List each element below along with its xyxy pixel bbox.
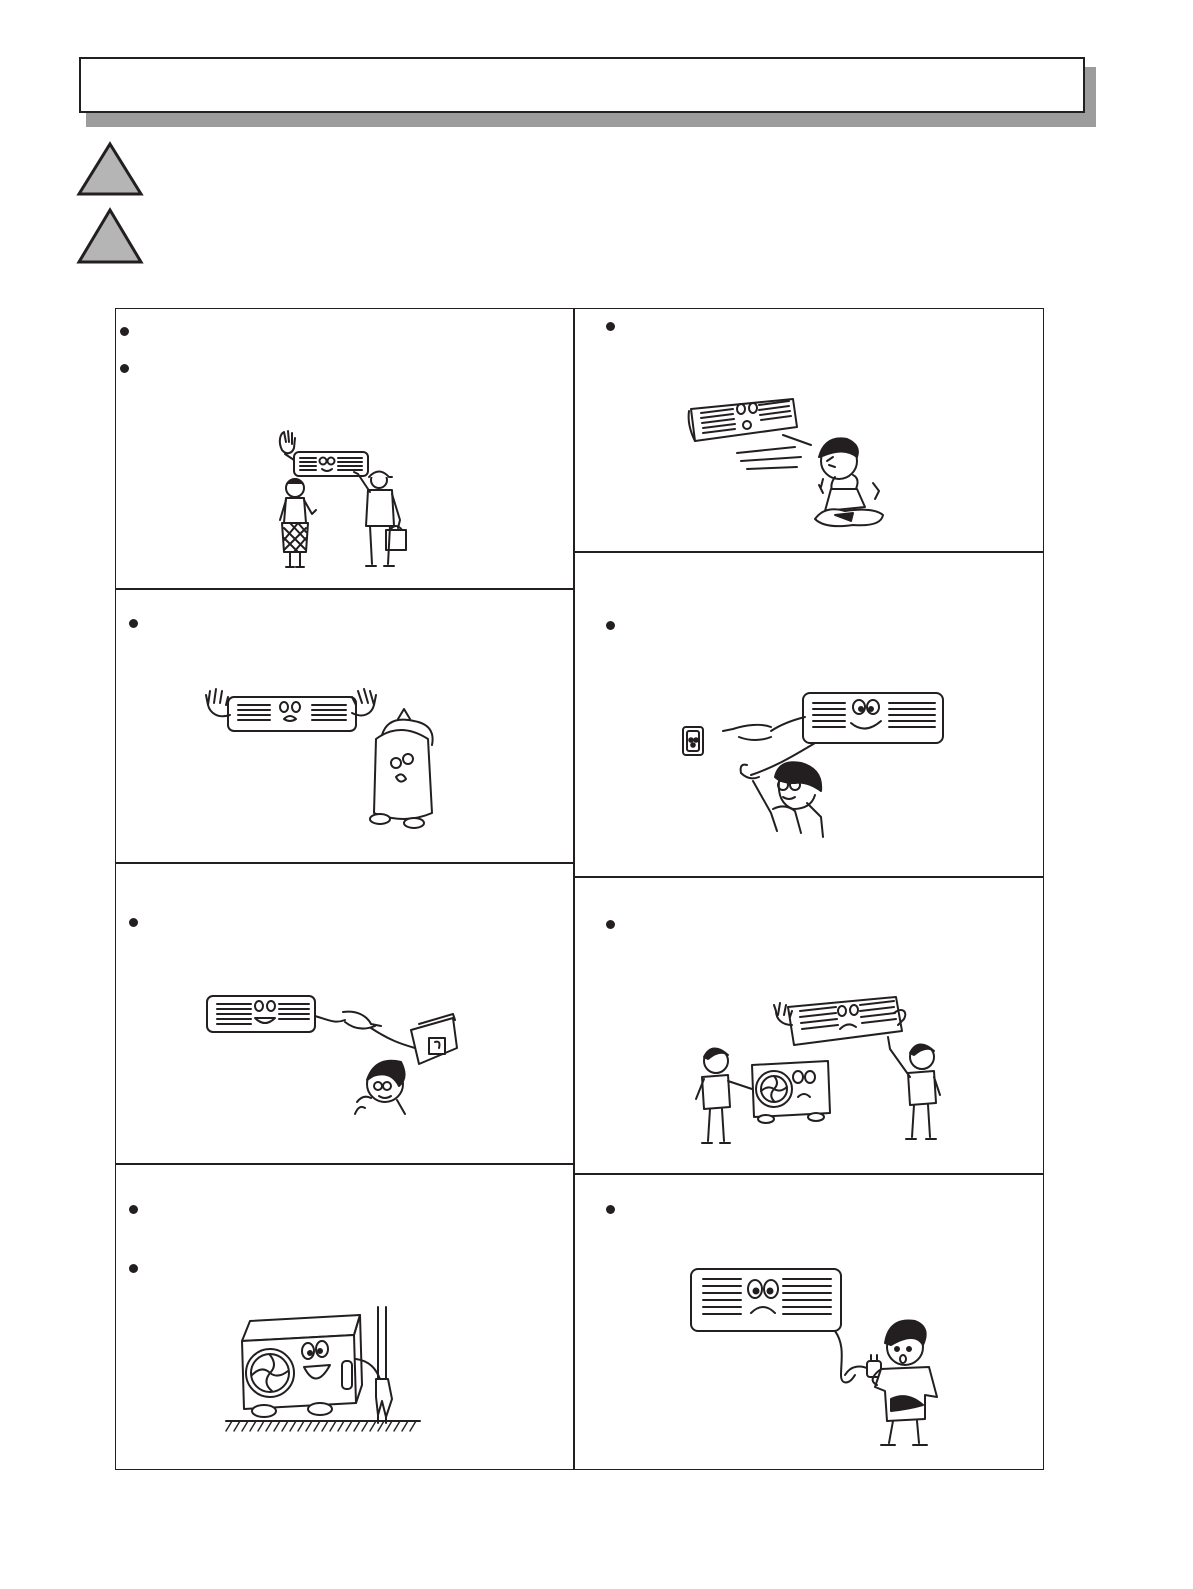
two-people-installing-indoor-unit-illustration [268, 428, 418, 573]
bullet-dot [129, 918, 138, 927]
boy-holding-power-plug-illustration [685, 1265, 945, 1450]
bullet-dot [129, 619, 138, 628]
warning-triangle-icon [76, 207, 144, 265]
indoor-and-outdoor-units-with-people-illustration [690, 995, 950, 1145]
bullet-dot [120, 364, 129, 373]
bullet-dot [606, 1205, 615, 1214]
indoor-unit-with-breaker-box-illustration [205, 990, 465, 1135]
bullet-dot [129, 1264, 138, 1273]
warning-row-2 [76, 207, 144, 265]
title-box [79, 57, 1085, 113]
grid-divider-left-2 [115, 862, 574, 864]
outdoor-unit-grounding-illustration [220, 1305, 430, 1440]
bullet-dot [606, 621, 615, 630]
grid-divider-left-3 [115, 1163, 574, 1165]
indoor-unit-and-gas-cylinder-illustration [200, 685, 460, 835]
grid-divider-right-2 [573, 876, 1044, 878]
bullet-dot [606, 920, 615, 929]
grid-divider-right-1 [573, 551, 1044, 553]
grid-divider-right-3 [573, 1173, 1044, 1175]
bullet-dot [129, 1205, 138, 1214]
indoor-unit-pointing-to-outlet-illustration [675, 685, 955, 850]
bullet-dot [606, 322, 615, 331]
warning-row-1 [76, 141, 144, 197]
grid-divider-left-1 [115, 588, 574, 590]
cold-wind-on-sitting-person-illustration [685, 395, 915, 535]
warning-triangle-icon [76, 141, 144, 197]
bullet-dot [120, 327, 129, 336]
grid-divider-vertical [573, 308, 575, 1470]
